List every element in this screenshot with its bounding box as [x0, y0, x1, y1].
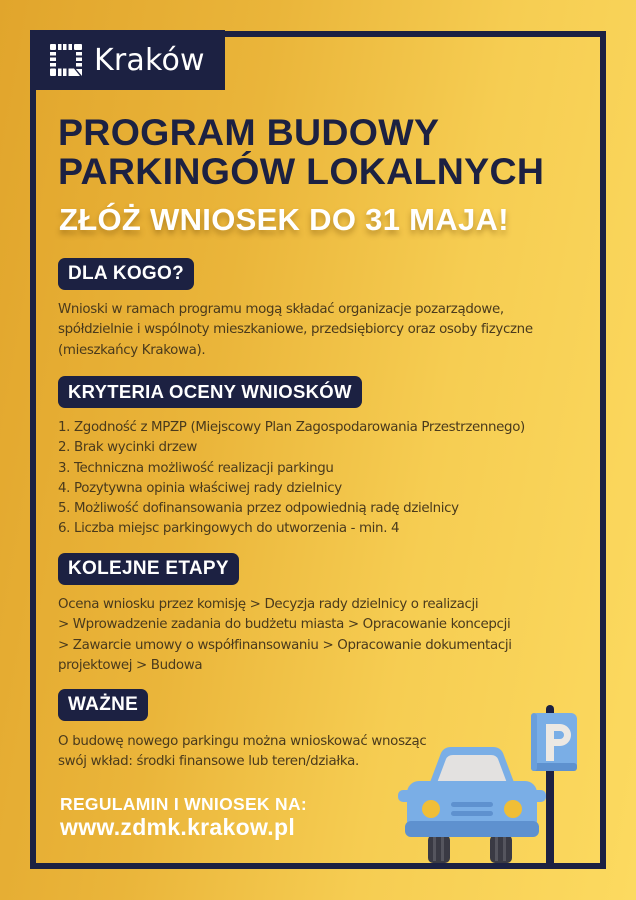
criteria-item: 2. Brak wycinki drzew — [58, 440, 197, 456]
stages-line: > Wprowadzenie zadania do budżetu miasta > Opracowanie koncepcji — [58, 617, 511, 633]
car-icon — [398, 747, 546, 863]
krakow-logo — [30, 30, 225, 90]
parking-illustration — [395, 695, 606, 869]
who-line: Wnioski w ramach programu mogą składać organizacje pozarządowe, — [58, 302, 504, 317]
criteria-item: 4. Pozytywna opinia właściwej rady dzielnicy — [58, 480, 342, 496]
stages-line: projektowej > Budowa — [58, 657, 203, 673]
important-line: O budowę nowego parkingu można wnioskować wnosząc — [58, 734, 427, 749]
important-line: swój wkład: środki finansowe lub teren/działka. — [58, 754, 359, 770]
title-line-2: PARKINGÓW LOKALNYCH — [58, 150, 545, 192]
criteria-item: 5. Możliwość dofinansowania przez odpowiednią radę dzielnicy — [58, 501, 459, 517]
website-link[interactable]: www.zdmk.krakow.pl — [60, 814, 296, 840]
important-description — [58, 732, 426, 773]
who-description — [58, 300, 533, 361]
section-heading-stages: KOLEJNE ETAPY — [58, 553, 239, 585]
parking-sign-icon — [531, 705, 577, 869]
criteria-item: 3. Techniczna możliwość realizacji parkingu — [58, 460, 334, 476]
who-line: spółdzielnie i wspólnoty mieszkaniowe, przedsiębiorcy oraz osoby fizyczne — [58, 322, 533, 338]
section-heading-criteria: KRYTERIA OCENY WNIOSKÓW — [58, 376, 362, 408]
brand-name: Kraków — [94, 42, 205, 78]
regulations-label: REGULAMIN I WNIOSEK NA: — [60, 794, 308, 814]
who-line: (mieszkańcy Krakowa). — [58, 342, 206, 358]
title-line-1: PROGRAM BUDOWY — [58, 111, 440, 153]
krakow-logo-icon — [50, 44, 82, 76]
stages-description — [58, 595, 512, 676]
page-title — [58, 113, 544, 191]
criteria-item: 1. Zgodność z MPZP (Miejscowy Plan Zagospodarowania Przestrzennego) — [58, 420, 525, 435]
section-heading-important: WAŻNE — [58, 689, 148, 721]
criteria-item: 6. Liczba miejsc parkingowych do utworzenia - min. 4 — [58, 521, 400, 537]
section-heading-who: DLA KOGO? — [58, 258, 194, 290]
stages-line: Ocena wniosku przez komisję > Decyzja rady dzielnicy o realizacji — [58, 597, 479, 612]
stages-line: > Zawarcie umowy o współfinansowaniu > Opracowanie dokumentacji — [58, 637, 512, 653]
deadline-subtitle: ZŁÓŻ WNIOSEK DO 31 MAJA! — [59, 202, 509, 237]
criteria-list — [58, 418, 525, 540]
